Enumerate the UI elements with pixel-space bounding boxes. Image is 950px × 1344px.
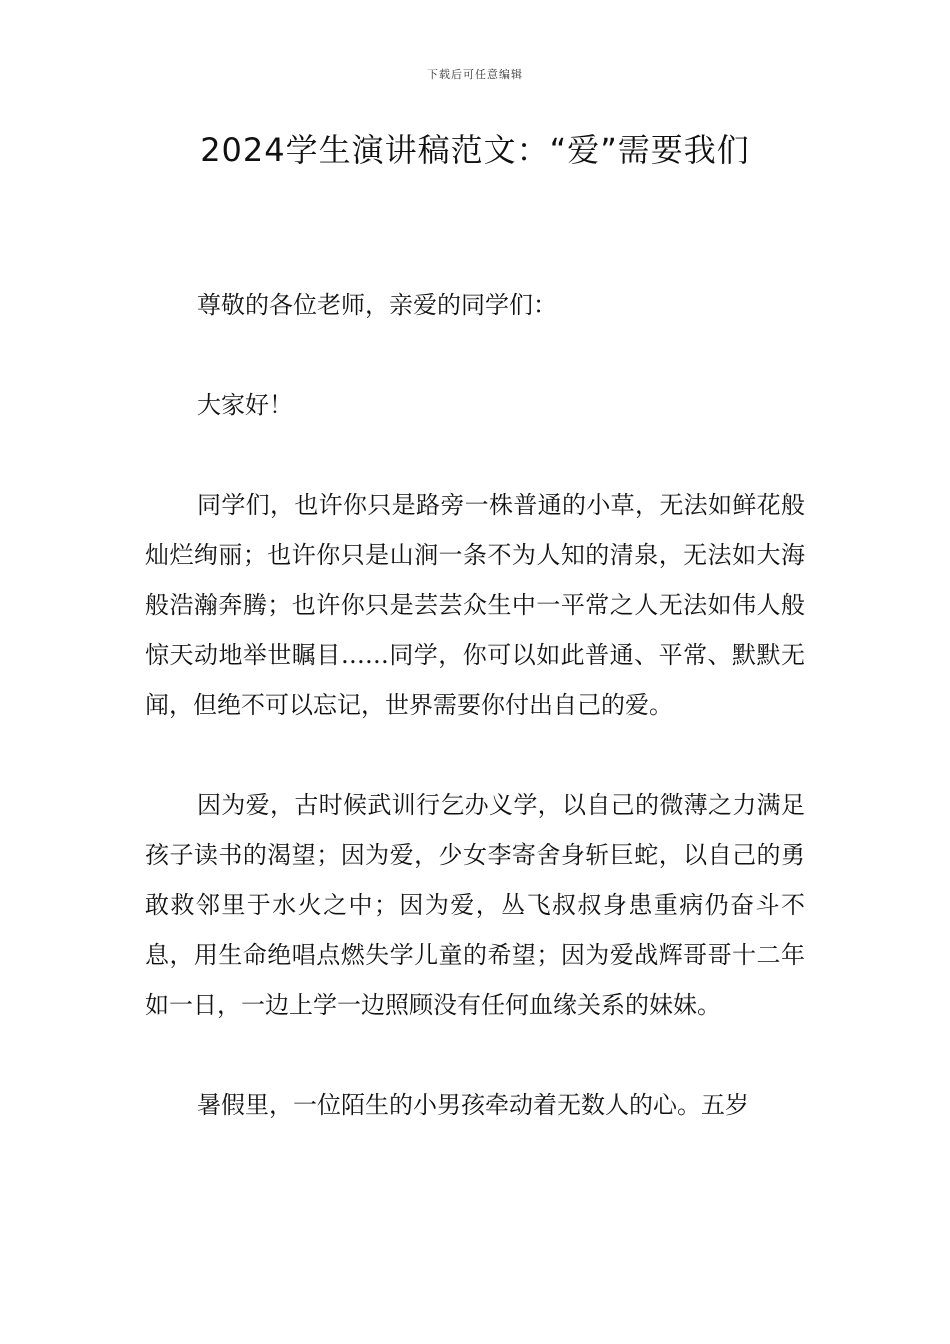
paragraph: 因为爱，古时候武训行乞办义学，以自己的微薄之力满足孩子读书的渴望；因为爱，少女李寄舍身斩巨蛇，以自己的勇敢救邻里于水火之中；因为爱，丛飞叔叔身患重病仍奋斗不息，用生命绝唱点燃失学儿童的希望；因为爱战辉哥哥十二年如一日，一边上学一边照顾没有任何血缘关系的妹妹。 (145, 791, 805, 1019)
body-text (145, 280, 805, 1130)
paragraph: 同学们，也许你只是路旁一株普通的小草，无法如鲜花般灿烂绚丽；也许你只是山涧一条不为人知的清泉，无法如大海般浩瀚奔腾；也许你只是芸芸众生中一平常之人无法如伟人般惊天动地举世瞩目……同学，你可以如此普通、平常、默默无闻，但绝不可以忘记，世界需要你付出自己的爱。 (145, 491, 805, 719)
salutation: 尊敬的各位老师，亲爱的同学们： (197, 291, 557, 319)
header-note: 下载后可任意编辑 (427, 68, 523, 81)
document-title: 2024学生演讲稿范文：“爱”需要我们 (200, 131, 750, 169)
paragraph: 暑假里，一位陌生的小男孩牵动着无数人的心。五岁 (197, 1091, 749, 1119)
greeting: 大家好！ (197, 391, 293, 419)
